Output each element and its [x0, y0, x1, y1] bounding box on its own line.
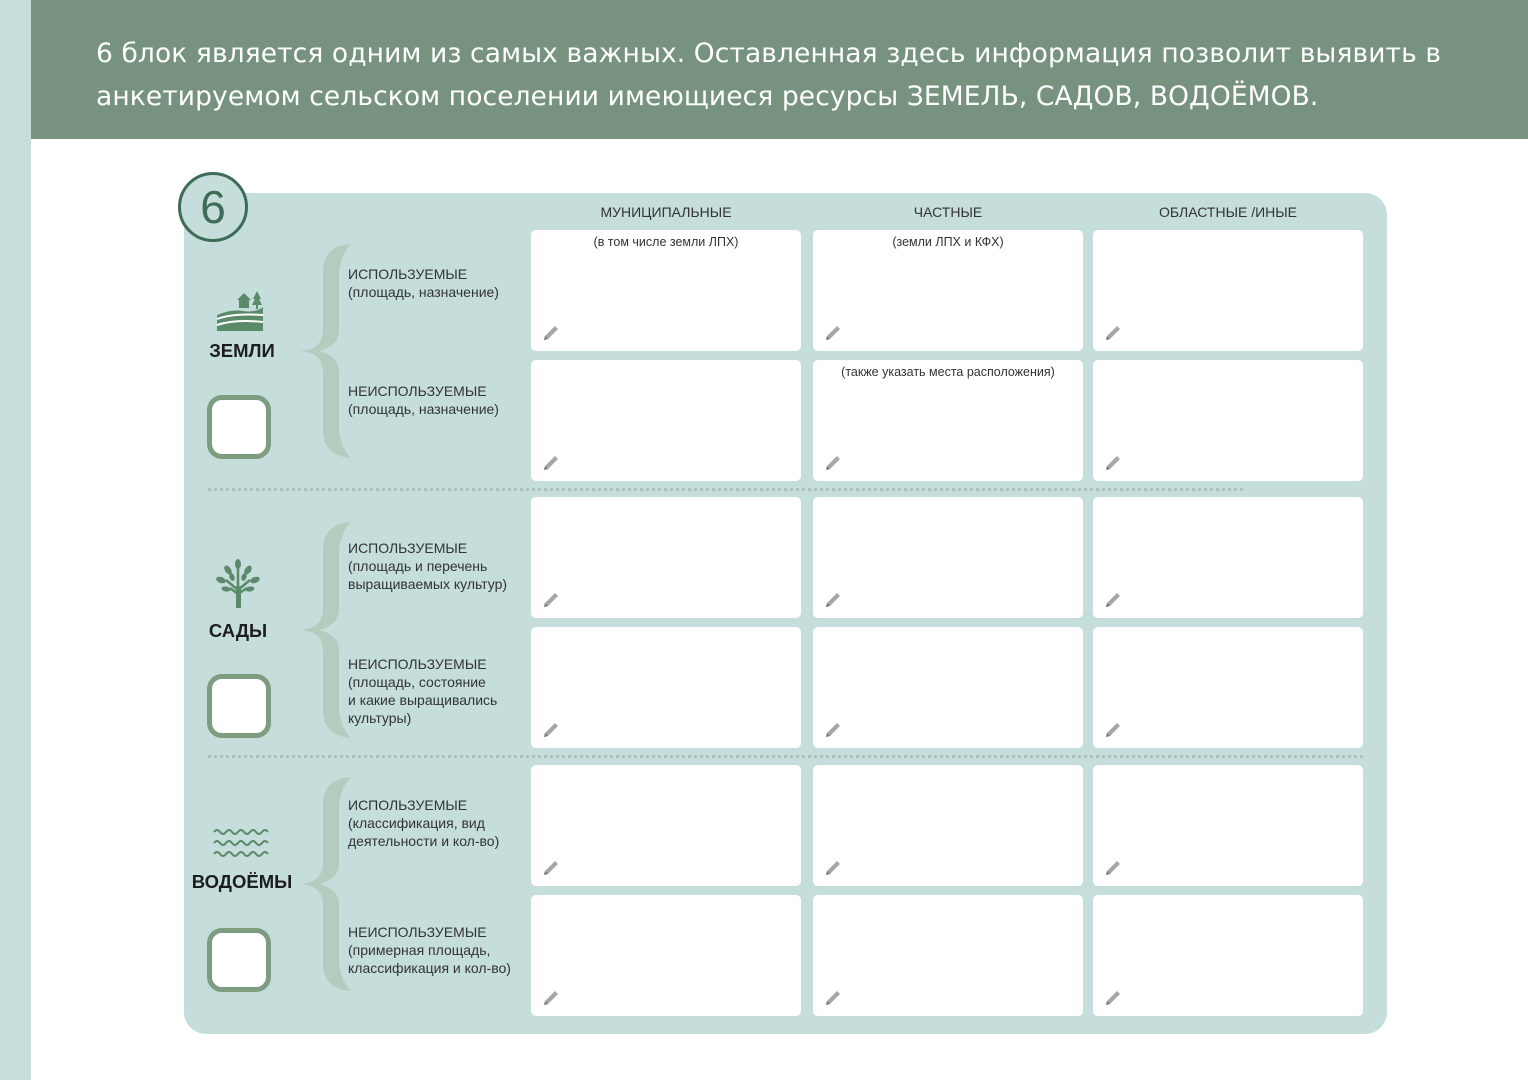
row-label-gardens-unused: [348, 655, 528, 727]
row-detail: (площадь, назначение): [348, 284, 499, 300]
gardens-brace: [293, 520, 355, 740]
row-title: ИСПОЛЬЗУЕМЫЕ: [348, 540, 468, 556]
pencil-icon: [823, 988, 843, 1008]
waterbodies-checkbox[interactable]: [207, 928, 271, 992]
header-line-2: анкетируемом сельском поселении имеющиеся ресурсы ЗЕМЕЛЬ, САДОВ, ВОДОЁМОВ.: [96, 81, 1319, 112]
row-title: ИСПОЛЬЗУЕМЫЕ: [348, 797, 468, 813]
section-divider: [208, 488, 1243, 491]
pencil-icon: [823, 720, 843, 740]
water-waves-icon: [212, 826, 270, 860]
pencil-icon: [541, 720, 561, 740]
row-detail: деятельности и кол-во): [348, 833, 500, 849]
column-header-municipal: МУНИЦИПАЛЬНЫЕ: [600, 204, 732, 220]
gardens-used-private-field[interactable]: [813, 497, 1083, 618]
gardens-used-municipal-field[interactable]: [531, 497, 801, 618]
row-title: ИСПОЛЬЗУЕМЫЕ: [348, 266, 468, 282]
row-title: НЕИСПОЛЬЗУЕМЫЕ: [348, 383, 487, 399]
row-title: НЕИСПОЛЬЗУЕМЫЕ: [348, 924, 487, 940]
row-label-waterbodies-used: [348, 796, 528, 850]
pencil-icon: [541, 590, 561, 610]
pencil-icon: [1103, 590, 1123, 610]
gardens-used-regional-field[interactable]: [1093, 497, 1363, 618]
row-detail: культуры): [348, 710, 412, 726]
row-label-gardens-used: [348, 539, 528, 593]
left-edge-strip: [0, 0, 31, 1080]
column-header-regional: ОБЛАСТНЫЕ /ИНЫЕ: [1158, 204, 1298, 220]
gardens-checkbox[interactable]: [207, 674, 271, 738]
lands-unused-municipal-field[interactable]: [531, 360, 801, 481]
pencil-icon: [541, 858, 561, 878]
waterbodies-used-municipal-field[interactable]: [531, 765, 801, 886]
row-detail: и какие выращивались: [348, 692, 498, 708]
row-detail: (площадь, назначение): [348, 401, 499, 417]
row-label-lands-unused: [348, 382, 528, 418]
category-label-lands: ЗЕМЛИ: [209, 340, 275, 361]
pencil-icon: [823, 323, 843, 343]
gardens-unused-regional-field[interactable]: [1093, 627, 1363, 748]
column-header-private: ЧАСТНЫЕ: [913, 204, 983, 220]
lands-brace: [293, 242, 355, 460]
pencil-icon: [1103, 453, 1123, 473]
lands-unused-regional-field[interactable]: [1093, 360, 1363, 481]
row-label-waterbodies-unused: [348, 923, 528, 977]
pencil-icon: [1103, 988, 1123, 1008]
pencil-icon: [541, 453, 561, 473]
lands-checkbox[interactable]: [207, 395, 271, 459]
lands-used-private-field[interactable]: [813, 230, 1083, 351]
category-label-gardens: САДЫ: [208, 620, 268, 641]
category-label-waterbodies: ВОДОЁМЫ: [191, 871, 293, 892]
pencil-icon: [541, 988, 561, 1008]
header-line-1: 6 блок является одним из самых важных. Оставленная здесь информация позволит выявить в: [96, 38, 1442, 69]
pencil-icon: [1103, 323, 1123, 343]
tree-icon: [216, 558, 260, 610]
pencil-icon: [541, 323, 561, 343]
row-detail: (примерная площадь,: [348, 942, 491, 958]
pencil-icon: [823, 453, 843, 473]
row-detail: выращиваемых культур): [348, 576, 508, 592]
block-number-badge: 6: [178, 172, 248, 242]
farmland-icon: [213, 289, 267, 333]
pencil-icon: [1103, 858, 1123, 878]
row-detail: (площадь, состояние: [348, 674, 486, 690]
cell-note: (земли ЛПХ и КФХ): [892, 235, 1004, 249]
gardens-unused-municipal-field[interactable]: [531, 627, 801, 748]
pencil-icon: [1103, 720, 1123, 740]
pencil-icon: [823, 590, 843, 610]
section-divider: [208, 755, 1363, 758]
lands-used-regional-field[interactable]: [1093, 230, 1363, 351]
gardens-unused-private-field[interactable]: [813, 627, 1083, 748]
waterbodies-unused-private-field[interactable]: [813, 895, 1083, 1016]
row-detail: классификация и кол-во): [348, 960, 511, 976]
waterbodies-unused-regional-field[interactable]: [1093, 895, 1363, 1016]
row-label-lands-used: [348, 265, 528, 301]
lands-unused-private-field[interactable]: [813, 360, 1083, 481]
lands-used-municipal-field[interactable]: [531, 230, 801, 351]
cell-note: (также указать места расположения): [841, 365, 1055, 379]
pencil-icon: [823, 858, 843, 878]
cell-note: (в том числе земли ЛПХ): [593, 235, 739, 249]
row-detail: (площадь и перечень: [348, 558, 488, 574]
waterbodies-unused-municipal-field[interactable]: [531, 895, 801, 1016]
row-detail: (классификация, вид: [348, 815, 485, 831]
waterbodies-brace: [293, 775, 355, 993]
header-text: [96, 32, 1496, 118]
waterbodies-used-regional-field[interactable]: [1093, 765, 1363, 886]
row-title: НЕИСПОЛЬЗУЕМЫЕ: [348, 656, 487, 672]
waterbodies-used-private-field[interactable]: [813, 765, 1083, 886]
